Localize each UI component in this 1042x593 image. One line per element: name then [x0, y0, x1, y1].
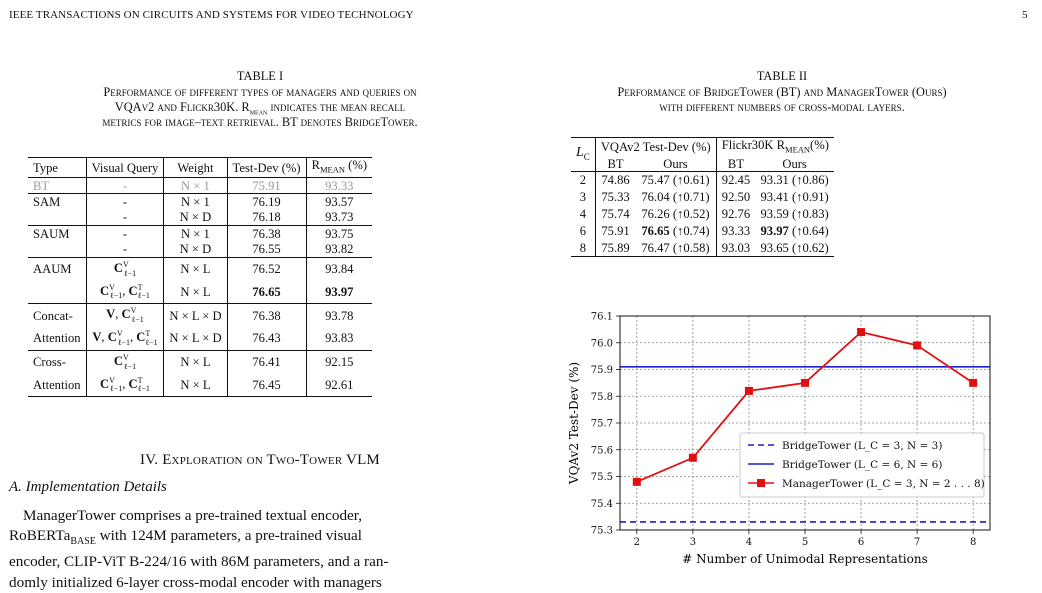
para-line-4: domly initialized 6-layer cross-modal encoder with managers [9, 573, 382, 591]
table2 [571, 137, 834, 257]
cell: - [86, 178, 164, 194]
section-title: IV. Exploration on Two-Tower VLM [140, 452, 380, 468]
table1-caption-3: metrics for image–text retrieval. BT denotes BridgeTower. [102, 115, 418, 129]
cell: 76.52 [227, 258, 306, 281]
col-lc: $L_C$ [571, 138, 595, 172]
col-vqa-group: VQAv2 Test-Dev (%) [595, 138, 716, 157]
legend [740, 433, 985, 497]
cell: 92.76 [721, 207, 751, 222]
cell: - [86, 226, 164, 242]
cell: 76.38 [227, 304, 306, 327]
cell: 92.45 [721, 173, 751, 188]
cell: N × D [164, 242, 227, 258]
table1-label: TABLE I [236, 69, 284, 83]
table2-caption-1: Performance of BridgeTower (BT) and ManagerTower (Ours) [617, 85, 947, 99]
data-point [633, 478, 641, 486]
cell: 92.50 [721, 190, 751, 205]
cell: N × L × D [164, 327, 227, 350]
para-line-1: ManagerTower comprises a pre-trained textual encoder, [23, 507, 363, 524]
cell: 76.55 [227, 242, 306, 258]
cell: BT [28, 178, 86, 194]
cell: - [86, 210, 164, 226]
y-tick-label: 75.4 [590, 498, 613, 510]
line-chart [556, 308, 1016, 576]
legend-label: BridgeTower (L_C = 3, N = 3) [782, 440, 943, 452]
cell: 93.59 (↑0.83) [760, 207, 829, 222]
x-tick-label: 6 [857, 537, 865, 548]
cell: 76.26 (↑0.52) [635, 206, 716, 223]
cell: 93.97 (↑0.64) [760, 224, 829, 239]
cell: 75.33 [601, 190, 630, 205]
cell: $C^V_{\ell-1}$ [86, 350, 164, 373]
cell: 92.15 [325, 355, 354, 370]
cell: 92.61 [306, 374, 372, 397]
y-tick-label: 75.5 [590, 472, 613, 483]
cell: 76.38 [227, 226, 306, 242]
x-tick-label: 3 [689, 537, 697, 548]
cell: N × L [164, 350, 227, 373]
cell: 8 [571, 240, 595, 257]
cell: Attention [28, 327, 86, 350]
cell: Cross- [28, 350, 86, 373]
cell: 76.47 (↑0.58) [635, 240, 716, 257]
cell: 93.73 [306, 210, 372, 226]
cell [28, 281, 86, 304]
table2-label: TABLE II [756, 69, 808, 83]
y-tick-label: 75.3 [590, 525, 613, 537]
cell [28, 210, 86, 226]
y-tick-label: 75.6 [590, 445, 613, 457]
col-rmean: $R_{MEAN}$ (%) [306, 158, 372, 178]
col-type: Type [28, 158, 86, 178]
x-tick-label: 4 [745, 537, 753, 548]
cell: 93.84 [325, 262, 354, 277]
cell: 75.89 [595, 240, 635, 257]
cell: 3 [571, 189, 595, 206]
data-point [801, 379, 809, 387]
data-point [857, 328, 865, 336]
y-tick-label: 76.0 [590, 338, 613, 350]
data-point [745, 387, 753, 395]
cell: N × L [164, 258, 227, 281]
cell: $C^V_{\ell-1}$ [86, 258, 164, 281]
y-tick-label: 75.7 [590, 418, 613, 430]
cell: Attention [28, 374, 86, 397]
data-point [913, 341, 921, 349]
cell: 93.33 [306, 178, 372, 194]
cell: N × 1 [164, 194, 227, 210]
cell: 93.82 [306, 242, 372, 258]
cell: 93.31 (↑0.86) [760, 173, 829, 188]
cell: 75.91 [227, 178, 306, 194]
col-vqa-bt: BT [595, 157, 635, 172]
cell: 76.65 (↑0.74) [635, 223, 716, 240]
cell: 2 [571, 172, 595, 189]
cell: 76.65 [227, 281, 306, 304]
col-flickr-ours: Ours [755, 157, 834, 172]
col-weight: Weight [164, 158, 227, 178]
cell: 6 [571, 223, 595, 240]
cell: 93.03 [716, 240, 755, 257]
x-tick-label: 7 [913, 537, 921, 548]
cell: 93.83 [306, 327, 372, 350]
data-point [689, 454, 697, 462]
cell: 93.41 (↑0.91) [760, 190, 829, 205]
cell: $C^V_{\ell-1}$, $C^T_{\ell-1}$ [86, 281, 164, 304]
cell: 75.47 (↑0.61) [635, 172, 716, 189]
y-tick-label: 76.1 [590, 311, 613, 323]
x-tick-label: 2 [633, 537, 641, 548]
cell: SAUM [28, 226, 86, 242]
subsection-title: A. Implementation Details [9, 479, 167, 495]
table1-caption-2: VQAv2 and Flickr30K. $R_{mean}$ indicates the mean recall [114, 100, 406, 117]
cell: 93.75 [325, 226, 354, 241]
cell: SAM [28, 194, 86, 210]
cell: N × L [164, 374, 227, 397]
y-tick-label: 75.8 [590, 391, 613, 403]
cell: V, $C^V_{\ell-1}$, $C^T_{\ell-1}$ [86, 327, 164, 350]
cell: V, $C^V_{\ell-1}$ [86, 304, 164, 327]
cell: 4 [571, 206, 595, 223]
cell: 75.91 [601, 224, 630, 239]
table1-caption-1: Performance of different types of managers and queries on [103, 85, 417, 99]
col-vqa-ours: Ours [635, 157, 716, 172]
cell: 76.19 [227, 194, 306, 210]
y-tick-label: 75.9 [590, 365, 613, 376]
x-tick-label: 8 [969, 537, 977, 548]
journal-header: IEEE TRANSACTIONS ON CIRCUITS AND SYSTEMS FOR VIDEO TECHNOLOGY [9, 9, 414, 21]
col-visual-query: Visual Query [86, 158, 164, 178]
y-axis-label: VQAv2 Test-Dev (%) [567, 361, 581, 485]
cell: N × 1 [164, 178, 227, 194]
cell: 93.57 [325, 194, 354, 209]
body-paragraph [9, 506, 515, 593]
cell: N × L × D [164, 304, 227, 327]
cell: 93.33 [721, 224, 751, 239]
page-number: 5 [1022, 9, 1028, 21]
cell: N × L [164, 281, 227, 304]
cell: 76.41 [227, 350, 306, 373]
cell: - [86, 194, 164, 210]
cell: - [86, 242, 164, 258]
cell: Concat- [28, 304, 86, 327]
legend-label: ManagerTower (L_C = 3, N = 2 . . . 8) [782, 478, 985, 490]
col-testdev: Test-Dev (%) [227, 158, 306, 178]
legend-label: BridgeTower (L_C = 6, N = 6) [782, 459, 943, 471]
cell: AAUM [28, 258, 86, 281]
cell: 76.18 [227, 210, 306, 226]
cell: 93.97 [306, 281, 372, 304]
x-axis-label: # Number of Unimodal Representations [682, 552, 928, 566]
grid-lines [620, 316, 990, 530]
col-flickr-bt: BT [716, 157, 755, 172]
x-tick-label: 5 [801, 537, 809, 548]
cell: N × D [164, 210, 227, 226]
cell: 93.78 [325, 308, 354, 323]
para-line-2: RoBERTa$_{BASE}$ with 124M parameters, a pre-trained visual [9, 527, 362, 548]
cell: 76.43 [227, 327, 306, 350]
col-flickr-group: Flickr30K $R_{MEAN}(\%)$ [716, 138, 834, 157]
cell: 93.65 (↑0.62) [755, 240, 834, 257]
table2-caption-2: with different numbers of cross-modal layers. [659, 100, 905, 114]
cell: 74.86 [601, 173, 630, 188]
table1 [28, 157, 372, 397]
cell: 76.45 [227, 374, 306, 397]
cell [28, 242, 86, 258]
data-point [969, 379, 977, 387]
cell: $C^V_{\ell-1}$, $C^T_{\ell-1}$ [86, 374, 164, 397]
cell: 75.74 [601, 207, 630, 222]
para-line-3: encoder, CLIP-ViT B-224/16 with 86M parameters, and a ran- [9, 553, 389, 571]
cell: N × 1 [164, 226, 227, 242]
cell: 76.04 (↑0.71) [635, 189, 716, 206]
legend-marker [757, 479, 765, 487]
